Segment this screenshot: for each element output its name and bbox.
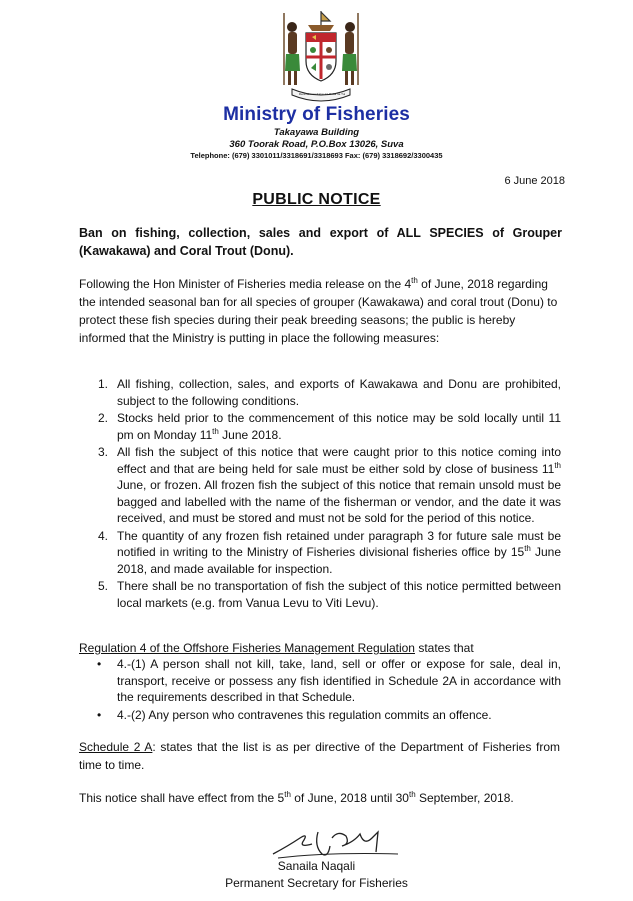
page-title: PUBLIC NOTICE (252, 191, 381, 208)
measure-text: There shall be no transportation of fish the subject of this notice permitted between local markets (e.g. from Vanua Levu to Viti Levu). (117, 579, 561, 610)
handwritten-signature-icon (268, 824, 408, 864)
intro-sup: th (411, 276, 418, 285)
regulation-list (97, 656, 561, 724)
postal-address: 360 Toorak Road, P.O.Box 13026, Suva (229, 139, 404, 150)
bullet-icon: • (97, 657, 102, 671)
notice-date: 6 June 2018 (504, 175, 565, 187)
measures-list (98, 376, 561, 612)
effect-sup-1: th (284, 790, 291, 799)
bullet-icon: • (97, 707, 102, 722)
regulation-item (97, 707, 561, 724)
schedule-paragraph (79, 738, 560, 774)
regulation-item (97, 656, 561, 706)
ban-heading (79, 224, 562, 260)
regulation-heading-rest: states that (414, 641, 474, 655)
measure-item (98, 444, 561, 527)
measure-text: Stocks held prior to the commencement of this notice may be sold locally until 11 pm on Monday 11 (117, 411, 561, 442)
measure-number: 4. (98, 528, 109, 543)
effect-paragraph (79, 789, 560, 807)
telephone-fax: Telephone: (679) 3301011/3318691/3318693 Fax: (679) 3318692/3300435 (190, 151, 443, 160)
regulation-heading (79, 639, 560, 657)
ban-heading-post: of Grouper (Kawakawa) and Coral Trout (Donu). (79, 226, 562, 258)
schedule-title: Schedule 2 A (79, 740, 153, 754)
ban-heading-caps: ALL SPECIES (396, 226, 484, 240)
schedule-text: : states that the list is as per directive of the Department of Fisheries from time to time. (79, 740, 560, 772)
measure-text: The quantity of any frozen fish retained under paragraph 3 for future sale must be notified in writing to the Ministry of Fisheries divisional fisheries office by 15 (117, 528, 561, 559)
signatory-name: Sanaila Naqali (277, 859, 356, 873)
measure-text: June, or frozen. All frozen fish the subject of this notice that remain unsold must be bagged and labelled with the name of the fisherman or vendor, and the date it was received, and must be stored and must not be sold for the period of this notice. (117, 478, 561, 525)
measure-number: 5. (98, 579, 109, 593)
regulation-text: 4.-(1) A person shall not kill, take, land, sell or offer or expose for sale, deal in, transport, receive or possess any fish identified in Schedule 2A in accordance with the requirements described in that Schedule. (117, 657, 561, 704)
measure-sup: th (212, 426, 219, 436)
building-name: Takayawa Building (273, 127, 360, 138)
measure-text: June 2018. (218, 427, 282, 442)
effect-text-2: of June, 2018 until 30 (290, 791, 409, 805)
measure-item (98, 578, 561, 611)
measure-item (98, 376, 561, 409)
measure-number: 2. (98, 411, 109, 425)
intro-text-2: of June, 2018 regarding the intended seasonal ban for all species of grouper (Kawakawa) and coral trout (Donu) to protect these fish species during their peak breeding seasons; the public is hereby informed that the Ministry is putting in place the following measures: (79, 277, 558, 345)
measure-number: 3. (98, 445, 109, 459)
ministry-name: Ministry of Fisheries (223, 104, 410, 125)
measure-text: June 2018, and made available for inspection. (117, 545, 561, 576)
effect-sup-2: th (408, 790, 416, 799)
effect-text-3: September, 2018. (415, 791, 514, 805)
effect-text-1: This notice shall have effect from the 5 (79, 791, 285, 805)
signatory-title: Permanent Secretary for Fisheries (225, 876, 408, 890)
crest-motto: Rerevaka na Kalou ka Doka na Tui (298, 92, 346, 96)
regulation-title: Regulation 4 of the Offshore Fisheries Management Regulation (79, 641, 415, 655)
ban-heading-pre: Ban on fishing, collection, sales and export of (79, 226, 397, 240)
regulation-text: 4.-(2) Any person who contravenes this regulation commits an offence. (117, 707, 492, 722)
measure-sup: th (524, 544, 531, 553)
measure-item (98, 528, 561, 578)
measure-text: All fish the subject of this notice that were caught prior to this notice coming into effect and that are being held for sale must be either sold by close of business 11 (117, 445, 561, 476)
measure-sup: th (554, 460, 561, 470)
measure-item (98, 410, 561, 443)
measure-number: 1. (98, 377, 109, 391)
measure-text: All fishing, collection, sales, and exports of Kawakawa and Donu are prohibited, subject to the following conditions. (117, 377, 561, 408)
intro-text-1: Following the Hon Minister of Fisheries media release on the 4 (79, 277, 412, 291)
intro-paragraph (79, 275, 560, 347)
